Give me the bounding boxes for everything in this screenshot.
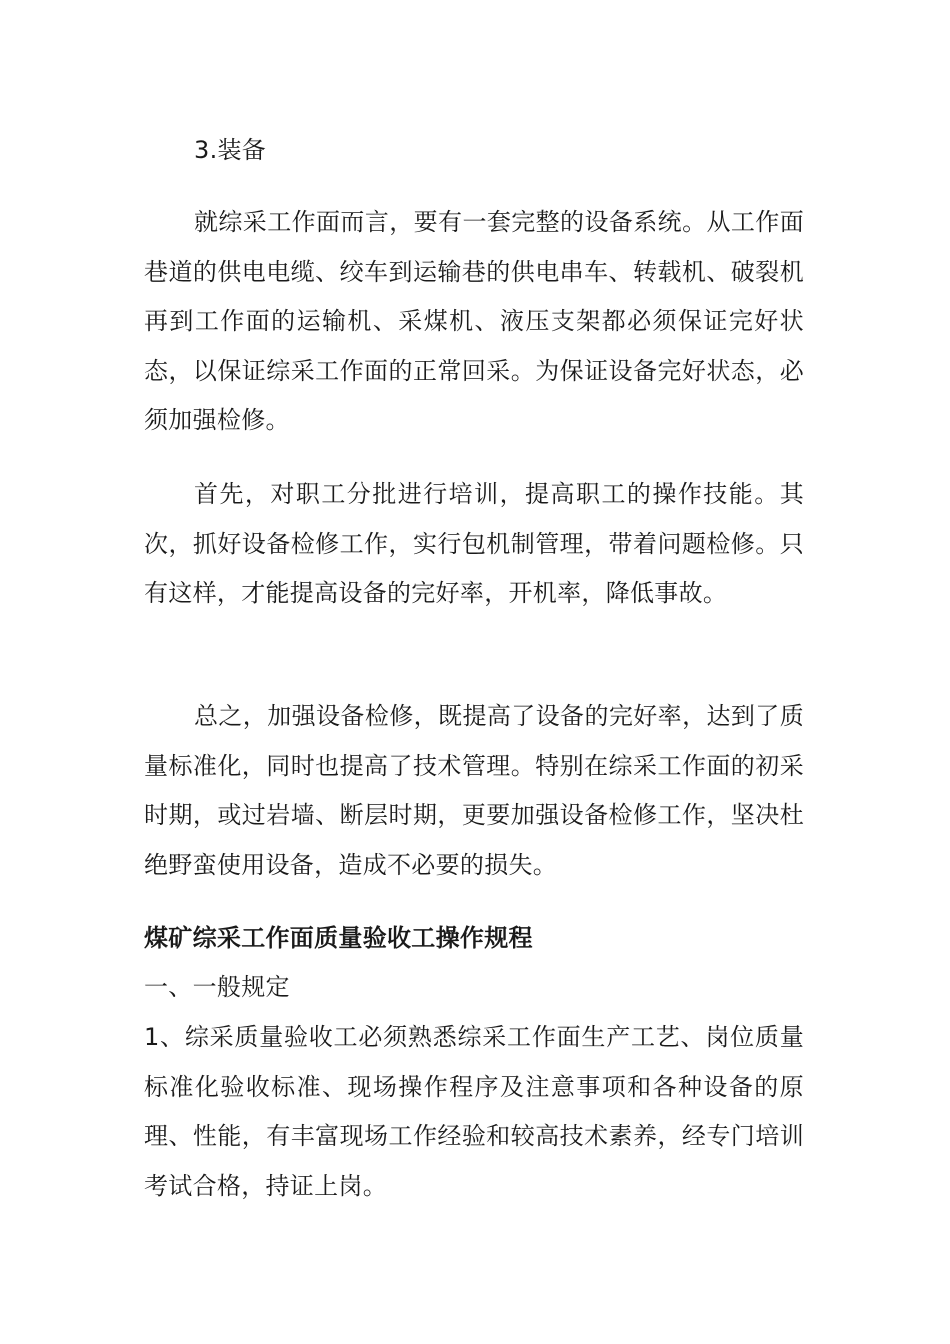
paragraph-summary: 总之，加强设备检修，既提高了设备的完好率，达到了质量标准化，同时也提高了技术管理。特别在综采工作面的初采时期，或过岩墙、断层时期，更要加强设备检修工作，坚决杜绝野蛮使用设备，造成不必要的损失。 xyxy=(144,702,804,879)
rule-item-1: 1、综采质量验收工必须熟悉综采工作面生产工艺、岗位质量标准化验收标准、现场操作程序及注意事项和各种设备的原理、性能，有丰富现场工作经验和较高技术素养，经专门培训考试合格，持证上岗。 xyxy=(144,1023,804,1200)
document-title: 煤矿综采工作面质量验收工操作规程 xyxy=(144,924,533,952)
paragraph-training: 首先，对职工分批进行培训，提高职工的操作技能。其次，抓好设备检修工作，实行包机制管理，带着问题检修。只有这样，才能提高设备的完好率，开机率，降低事故。 xyxy=(144,480,804,607)
paragraph-equipment: 就综采工作面而言，要有一套完整的设备系统。从工作面巷道的供电电缆、绞车到运输巷的供电串车、转载机、破裂机再到工作面的运输机、采煤机、液压支架都必须保证完好状态，以保证综采工作面的正常回采。为保证设备完好状态，必须加强检修。 xyxy=(144,208,804,434)
subheading-general-rules: 一、一般规定 xyxy=(144,973,290,1001)
section-heading: 3.装备 xyxy=(194,136,267,164)
